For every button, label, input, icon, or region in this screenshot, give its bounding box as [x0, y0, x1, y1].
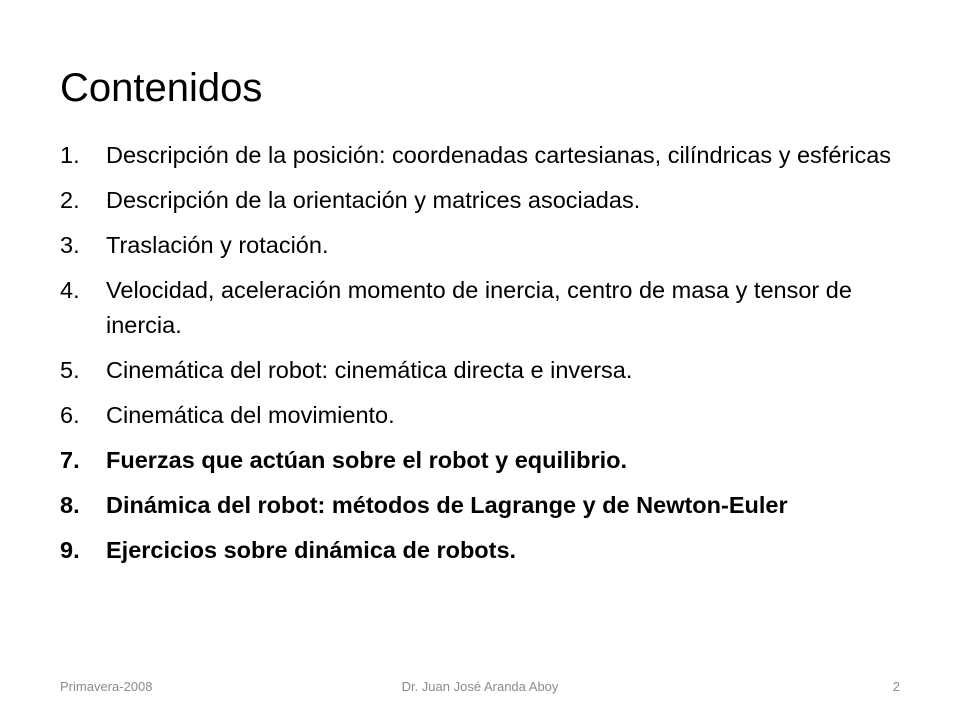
list-item-text: Fuerzas que actúan sobre el robot y equilibrio. — [106, 447, 628, 473]
list-item-number: 1. — [60, 142, 80, 168]
list-item-text: Ejercicios sobre dinámica de robots. — [106, 537, 517, 563]
slide-title: Contenidos — [60, 66, 263, 110]
list-item-number: 5. — [60, 357, 80, 383]
list-item-text: Cinemática del robot: cinemática directa e inversa. — [106, 357, 633, 383]
list-item-highlighted — [60, 533, 920, 568]
list-item — [60, 183, 920, 218]
list-item-highlighted — [60, 443, 920, 478]
list-item-text: Descripción de la orientación y matrices asociadas. — [106, 187, 641, 213]
list-item-number: 3. — [60, 232, 80, 258]
list-item — [60, 228, 920, 263]
list-item-number: 6. — [60, 402, 80, 428]
list-item-text: Velocidad, aceleración momento de inercia, centro de masa y tensor de inercia. — [106, 277, 852, 338]
contents-list — [60, 138, 920, 578]
footer-author: Dr. Juan José Aranda Aboy — [401, 679, 559, 694]
list-item — [60, 353, 920, 388]
list-item-number: 2. — [60, 187, 80, 213]
list-item-text: Traslación y rotación. — [106, 232, 329, 258]
list-item — [60, 273, 920, 343]
list-item — [60, 138, 920, 173]
list-item-number: 8. — [60, 492, 80, 518]
list-item-number: 9. — [60, 537, 80, 563]
list-item-text: Descripción de la posición: coordenadas cartesianas, cilíndricas y esféricas — [106, 142, 892, 168]
list-item-highlighted — [60, 488, 920, 523]
list-item-text: Dinámica del robot: métodos de Lagrange y de Newton-Euler — [106, 492, 788, 518]
list-item-number: 4. — [60, 277, 80, 303]
list-item-number: 7. — [60, 447, 80, 473]
list-item — [60, 398, 920, 433]
list-item-text: Cinemática del movimiento. — [106, 402, 395, 428]
footer-date: Primavera-2008 — [60, 679, 153, 694]
slide-number: 2 — [892, 679, 900, 694]
